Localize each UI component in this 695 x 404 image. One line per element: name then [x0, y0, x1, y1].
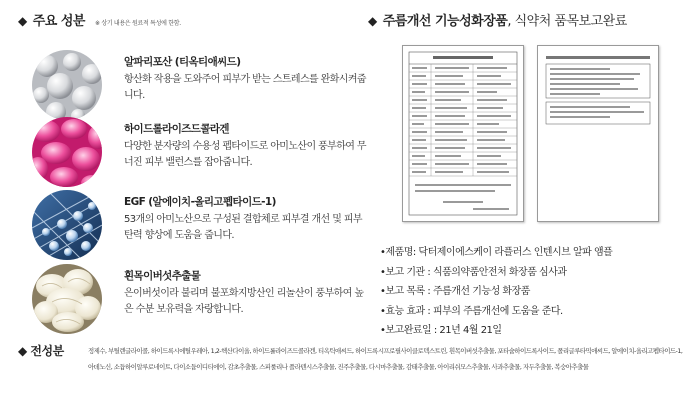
blue-molecular-mesh-image — [32, 190, 102, 260]
ingredient-name: 알파리포산 (티옥티애씨드) — [124, 56, 241, 68]
certification-title — [368, 10, 627, 29]
ingredient-name: 흰목이버섯추출물 — [124, 270, 201, 282]
report-document-page-2 — [537, 45, 659, 222]
full-ingredients-heading: 전성분 — [30, 344, 64, 358]
ingredient-item — [32, 117, 366, 189]
ingredients-note: ※ 상기 내용은 원료적 특성에 한함. — [95, 20, 181, 27]
white-fungus-mushroom-image — [32, 264, 102, 334]
diamond-bullet-icon: ◆ — [368, 14, 377, 28]
ingredient-item — [32, 50, 366, 122]
ingredient-description: 항산화 작용을 도와주어 피부가 받는 스트레스를 완화시켜줍니다. — [124, 74, 366, 101]
diamond-bullet-icon: ◆ — [18, 344, 31, 358]
full-ingredients-title — [18, 342, 64, 359]
info-efficacy: •효능 효과 : 피부의 주름개선에 도움을 준다. — [380, 305, 563, 317]
diamond-bullet-icon: ◆ — [18, 14, 27, 28]
certification-heading: 주름개선 기능성화장품 — [382, 14, 508, 29]
info-report-date: •보고완료일 : 21년 4월 21일 — [380, 325, 502, 336]
info-report-agency: •보고 기관 : 식품의약품안전처 화장품 심사과 — [380, 266, 567, 278]
ingredient-description: 다양한 분자량의 수용성 펩타이드로 아미노산이 풍부하여 무너진 피부 밸런스를 잡아줍니다. — [124, 141, 366, 168]
report-document-page-1 — [402, 45, 524, 222]
ingredient-name: EGF (알에이치-올리고펩타이드-1) — [124, 196, 276, 208]
info-report-category: •보고 목록 : 주름개선 기능성 화장품 — [380, 286, 530, 297]
ingredient-description: 은이버섯이라 불리며 불포화지방산인 리놀산이 풍부하여 높은 수분 보유력을 자랑합니다. — [124, 288, 364, 315]
ingredient-name: 하이드롤라이즈드콜라겐 — [124, 123, 229, 135]
info-product-name: •제품명: 닥터제이에스케이 라플러스 인텐시브 알파 앰플 — [380, 247, 613, 258]
ingredient-item — [32, 190, 362, 262]
certification-subtitle: , 식약처 품목보고완료 — [507, 14, 627, 29]
white-spheres-molecule-image — [32, 50, 102, 120]
main-ingredients-heading: 주요 성분 — [32, 14, 85, 29]
pink-collagen-cells-image — [32, 117, 102, 187]
main-ingredients-title — [18, 10, 181, 29]
certification-info-list — [380, 243, 690, 341]
ingredient-description: 53개의 아미노산으로 구성된 결합체로 피부결 개선 및 피부 탄력 향상에 도움을 줍니다. — [124, 214, 362, 241]
full-ingredients-text: 정제수, 부틸렌글라이콜, 하이드록시에틸우레아, 1,2-헥산다이올, 하이드롤라이즈드콜라겐, 티옥틱애씨드, 하이드록시프로필사이클로덱스트린, 흰목이버섯추출물, 포타슘하이드록사이드, 폴리글루타믹애씨드, 알에이치-올리고펩타이드-1, 아데노신, 소듐하이알루로네이트, 다이소듐이디티에이, 감초추출물, 스피룰리나 플라텐시스추출물, 진주추출물, 다시마추출물, 감태추출물, 아이리쉬모스추출물, 사과추출물, 자두추출물, 복숭아추출물 — [88, 347, 683, 371]
ingredient-item — [32, 264, 362, 336]
